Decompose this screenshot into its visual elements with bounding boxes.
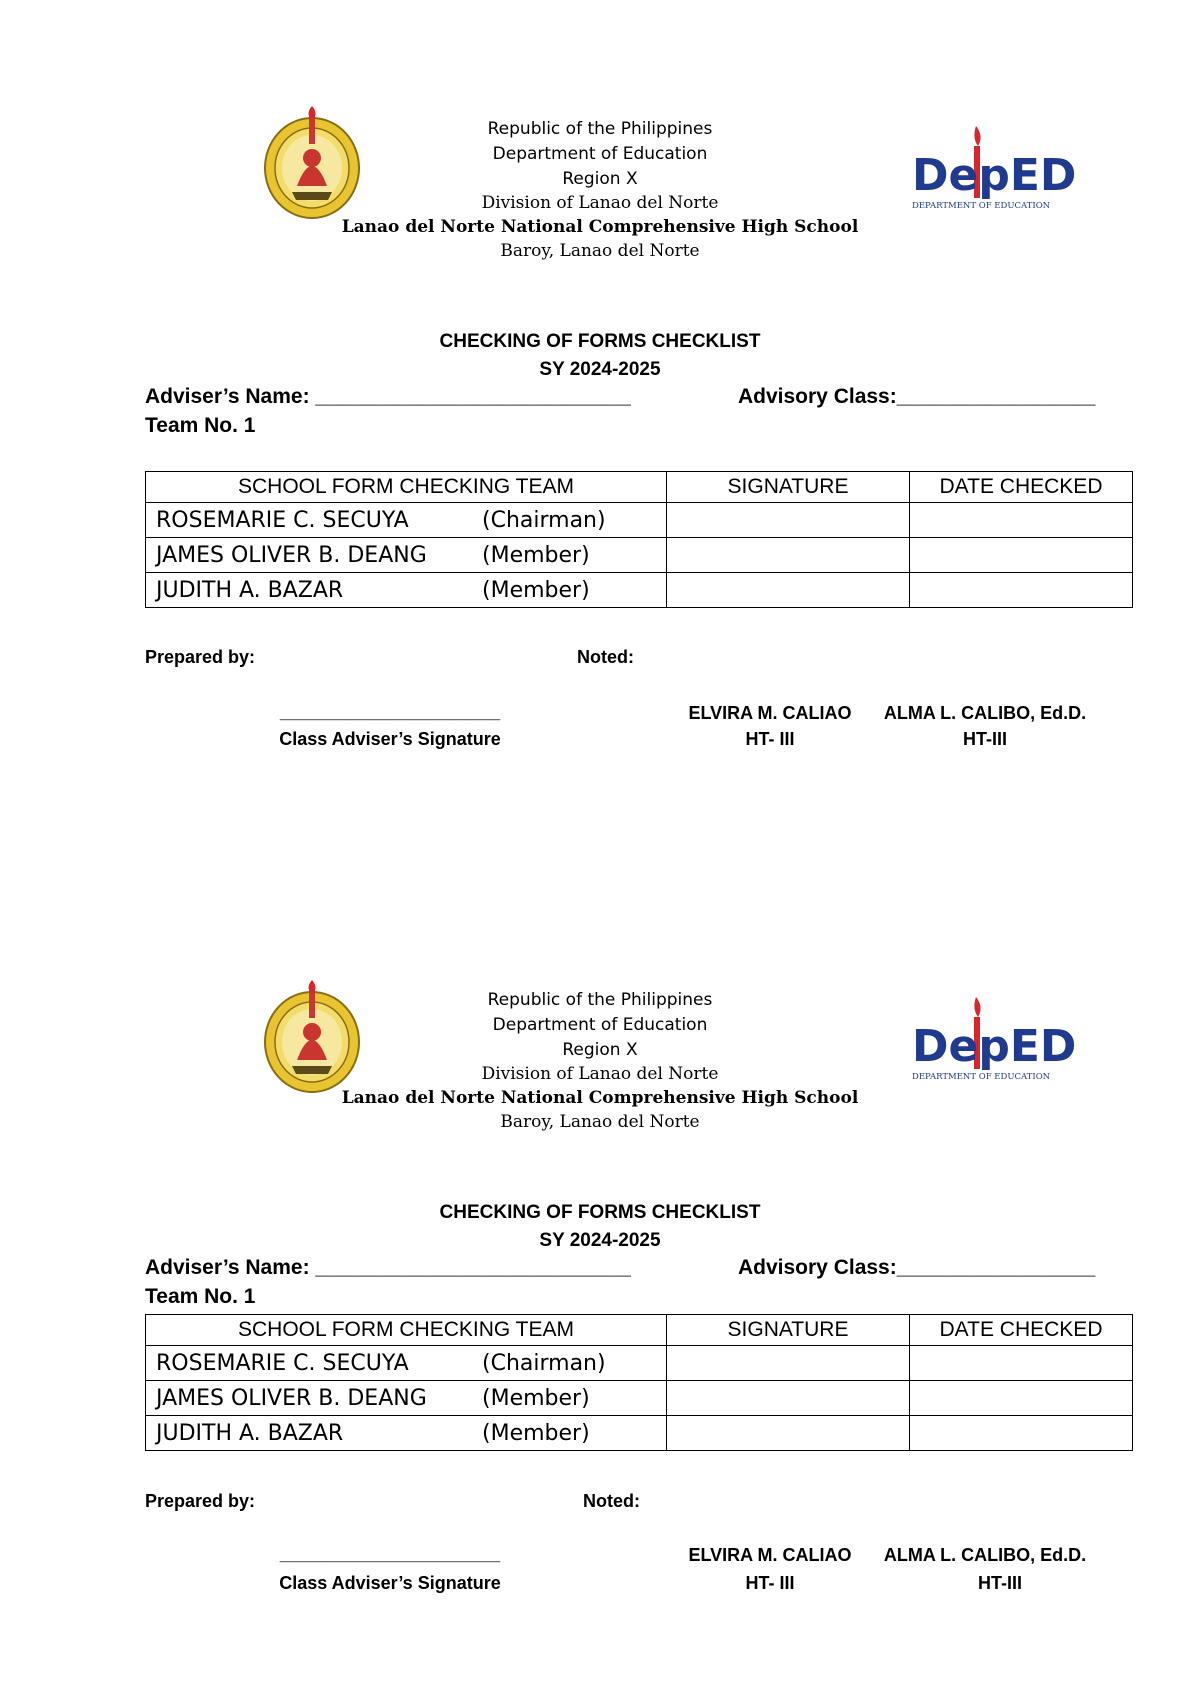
deped-logo-text: DepED bbox=[912, 1021, 1077, 1072]
checking-team-table bbox=[145, 471, 1133, 608]
deped-logo bbox=[912, 993, 1077, 1085]
advisory-class-field[interactable]: Advisory Class:_________________ bbox=[738, 1256, 1096, 1279]
deped-logo-text: DepED bbox=[912, 150, 1077, 201]
noted2-name: ALMA L. CALIBO, Ed.D. bbox=[883, 703, 1087, 723]
team-number: Team No. 1 bbox=[145, 1285, 256, 1308]
table-row bbox=[146, 1381, 1133, 1416]
signature-line[interactable]: ______________________ bbox=[279, 702, 501, 722]
header-department: Department of Education bbox=[492, 144, 708, 164]
signature-cell[interactable] bbox=[667, 503, 910, 538]
header-address: Baroy, Lanao del Norte bbox=[500, 1112, 700, 1132]
header-signature: SIGNATURE bbox=[667, 472, 910, 503]
header-department: Department of Education bbox=[492, 1015, 708, 1035]
deped-logo-subtext: DEPARTMENT OF EDUCATION bbox=[912, 1072, 1051, 1082]
header-division: Division of Lanao del Norte bbox=[481, 1064, 719, 1084]
noted1-name: ELVIRA M. CALIAO bbox=[688, 1545, 852, 1565]
member-name: JUDITH A. BAZAR bbox=[156, 577, 344, 603]
school-year: SY 2024-2025 bbox=[539, 1230, 661, 1251]
signature-cell[interactable] bbox=[667, 1381, 910, 1416]
header-republic: Republic of the Philippines bbox=[487, 990, 713, 1010]
table-row bbox=[146, 1346, 1133, 1381]
member-cell bbox=[146, 1416, 667, 1451]
noted-label: Noted: bbox=[583, 1491, 640, 1511]
adviser-name-field[interactable]: Adviser’s Name: ___________________________ bbox=[145, 1256, 631, 1279]
table-row bbox=[146, 503, 1133, 538]
header-address: Baroy, Lanao del Norte bbox=[500, 241, 700, 261]
signature-caption: Class Adviser’s Signature bbox=[279, 729, 501, 749]
noted1-title: HT- III bbox=[745, 1573, 795, 1593]
checking-team-table bbox=[145, 1314, 1133, 1451]
date-checked-cell[interactable] bbox=[910, 503, 1133, 538]
deped-logo-subtext: DEPARTMENT OF EDUCATION bbox=[912, 201, 1051, 211]
member-role: (Chairman) bbox=[482, 507, 606, 533]
member-name: ROSEMARIE C. SECUYA bbox=[156, 1350, 409, 1376]
school-year: SY 2024-2025 bbox=[539, 359, 661, 380]
member-cell bbox=[146, 573, 667, 608]
deped-logo bbox=[912, 122, 1077, 214]
member-role: (Member) bbox=[482, 577, 590, 603]
member-name: JAMES OLIVER B. DEANG bbox=[156, 542, 427, 568]
header-date-checked: DATE CHECKED bbox=[910, 1315, 1133, 1346]
header-region: Region X bbox=[562, 1040, 638, 1060]
table-header-row bbox=[146, 472, 1133, 503]
signature-caption: Class Adviser’s Signature bbox=[279, 1573, 501, 1593]
signature-cell[interactable] bbox=[667, 1346, 910, 1381]
member-role: (Member) bbox=[482, 542, 590, 568]
member-cell bbox=[146, 538, 667, 573]
member-role: (Member) bbox=[482, 1385, 590, 1411]
signature-line[interactable]: ______________________ bbox=[279, 1544, 501, 1564]
noted1-name: ELVIRA M. CALIAO bbox=[688, 703, 852, 723]
header-republic: Republic of the Philippines bbox=[487, 119, 713, 139]
noted2-title: HT-III bbox=[978, 1573, 1022, 1593]
table-header-row bbox=[146, 1315, 1133, 1346]
header-date-checked: DATE CHECKED bbox=[910, 472, 1133, 503]
checklist-form-2 bbox=[0, 871, 1200, 1691]
table-row bbox=[146, 1416, 1133, 1451]
header-team: SCHOOL FORM CHECKING TEAM bbox=[146, 1315, 667, 1346]
form-title: CHECKING OF FORMS CHECKLIST bbox=[439, 1202, 761, 1223]
member-cell bbox=[146, 503, 667, 538]
form-title: CHECKING OF FORMS CHECKLIST bbox=[439, 331, 761, 352]
header-division: Division of Lanao del Norte bbox=[481, 193, 719, 213]
date-checked-cell[interactable] bbox=[910, 573, 1133, 608]
member-cell bbox=[146, 1346, 667, 1381]
member-role: (Member) bbox=[482, 1420, 590, 1446]
member-name: JUDITH A. BAZAR bbox=[156, 1420, 344, 1446]
date-checked-cell[interactable] bbox=[910, 538, 1133, 573]
prepared-by-label: Prepared by: bbox=[145, 647, 256, 667]
noted-label: Noted: bbox=[577, 647, 634, 667]
table-row bbox=[146, 538, 1133, 573]
advisory-class-field[interactable]: Advisory Class:_________________ bbox=[738, 385, 1096, 408]
signature-cell[interactable] bbox=[667, 1416, 910, 1451]
header-signature: SIGNATURE bbox=[667, 1315, 910, 1346]
adviser-name-field[interactable]: Adviser’s Name: ___________________________ bbox=[145, 385, 631, 408]
table-row bbox=[146, 573, 1133, 608]
signature-cell[interactable] bbox=[667, 538, 910, 573]
team-number: Team No. 1 bbox=[145, 414, 256, 437]
noted2-title: HT-III bbox=[963, 729, 1007, 749]
date-checked-cell[interactable] bbox=[910, 1381, 1133, 1416]
member-name: ROSEMARIE C. SECUYA bbox=[156, 507, 409, 533]
date-checked-cell[interactable] bbox=[910, 1416, 1133, 1451]
header-team: SCHOOL FORM CHECKING TEAM bbox=[146, 472, 667, 503]
prepared-by-label: Prepared by: bbox=[145, 1491, 256, 1511]
member-name: JAMES OLIVER B. DEANG bbox=[156, 1385, 427, 1411]
header-school: Lanao del Norte National Comprehensive High School bbox=[341, 1088, 859, 1108]
date-checked-cell[interactable] bbox=[910, 1346, 1133, 1381]
header-school: Lanao del Norte National Comprehensive High School bbox=[341, 217, 859, 237]
noted1-title: HT- III bbox=[745, 729, 795, 749]
signature-cell[interactable] bbox=[667, 573, 910, 608]
member-role: (Chairman) bbox=[482, 1350, 606, 1376]
member-cell bbox=[146, 1381, 667, 1416]
checklist-form-1 bbox=[0, 0, 1200, 820]
noted2-name: ALMA L. CALIBO, Ed.D. bbox=[883, 1545, 1087, 1565]
header-region: Region X bbox=[562, 169, 638, 189]
